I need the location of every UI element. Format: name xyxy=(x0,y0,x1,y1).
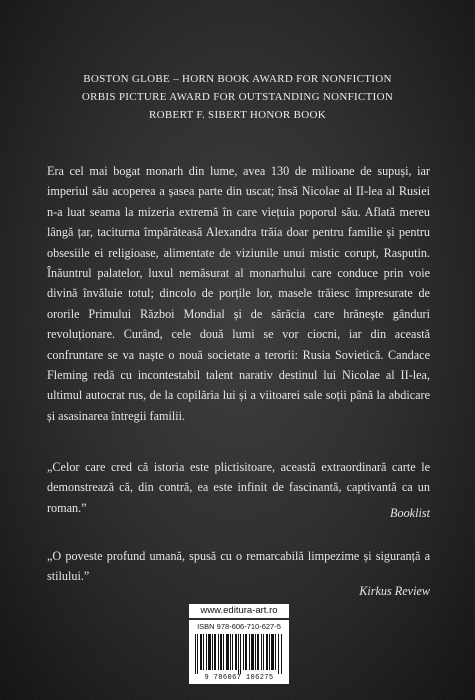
review-source-booklist: Booklist xyxy=(390,506,430,520)
barcode-box xyxy=(189,620,289,684)
award-line: BOSTON GLOBE – HORN BOOK AWARD FOR NONFICTION xyxy=(83,73,392,85)
award-line: ORBIS PICTURE AWARD FOR OUTSTANDING NONFICTION xyxy=(81,91,394,103)
book-summary: Era cel mai bogat monarh din lume, avea 130 de milioane de supuși, iar imperiul său acoperea a șasea parte din uscat; însă Nicolae al II-lea al Rusiei n-a luat seama la mizeria extremă în care viețuia poporul său. Aflată mereu lângă țar, taciturna împărăteasă Alexandra trăia doar pentru familie și pentru obsesiile ei religioase, alimentate de viziunile unui mistic corupt, Rasputin. Înăuntrul palatelor, luxul nemăsurat al monarhului care conduce prin voie divină învăluie totul; dincolo de porțile lor, masele trăiesc împresurate de ororile Primului Război Mondial și de sărăcia care hrănește gânduri revoluționare. Curând, cele două lumi se vor ciocni, iar din această confruntare se va naște o nouă societate a terorii: Rusia Sovietică. Candace Fleming redă cu incontestabil talent narativ destinul lui Nicolae al II-lea, ultimul autocrat rus, de la copilăria lui și a viitoarei sale soții până la abdicare și asasinarea întregii familii. xyxy=(47,164,430,423)
barcode-icon xyxy=(195,634,283,674)
publisher-website: www.editura-art.ro xyxy=(189,604,289,620)
review-quote-kirkus: „O poveste profund umană, spusă cu o remarcabilă limpezime și siguranță a stilului.” xyxy=(47,549,430,584)
award-line: ROBERT F. SIBERT HONOR BOOK xyxy=(149,109,326,121)
barcode-panel xyxy=(189,604,289,684)
awards-list xyxy=(0,70,475,124)
review-quote-booklist: „Celor care cred că istoria este plictisitoare, această extraordinară carte le demonstrează că, din contră, ea este infinit de fascinantă, captivantă ca un roman.” xyxy=(47,460,430,515)
barcode-digits: 9 786067 106275 xyxy=(204,674,274,682)
isbn-label: ISBN 978-606-710-627-5 xyxy=(197,622,281,631)
review-source-kirkus: Kirkus Review xyxy=(359,584,430,598)
